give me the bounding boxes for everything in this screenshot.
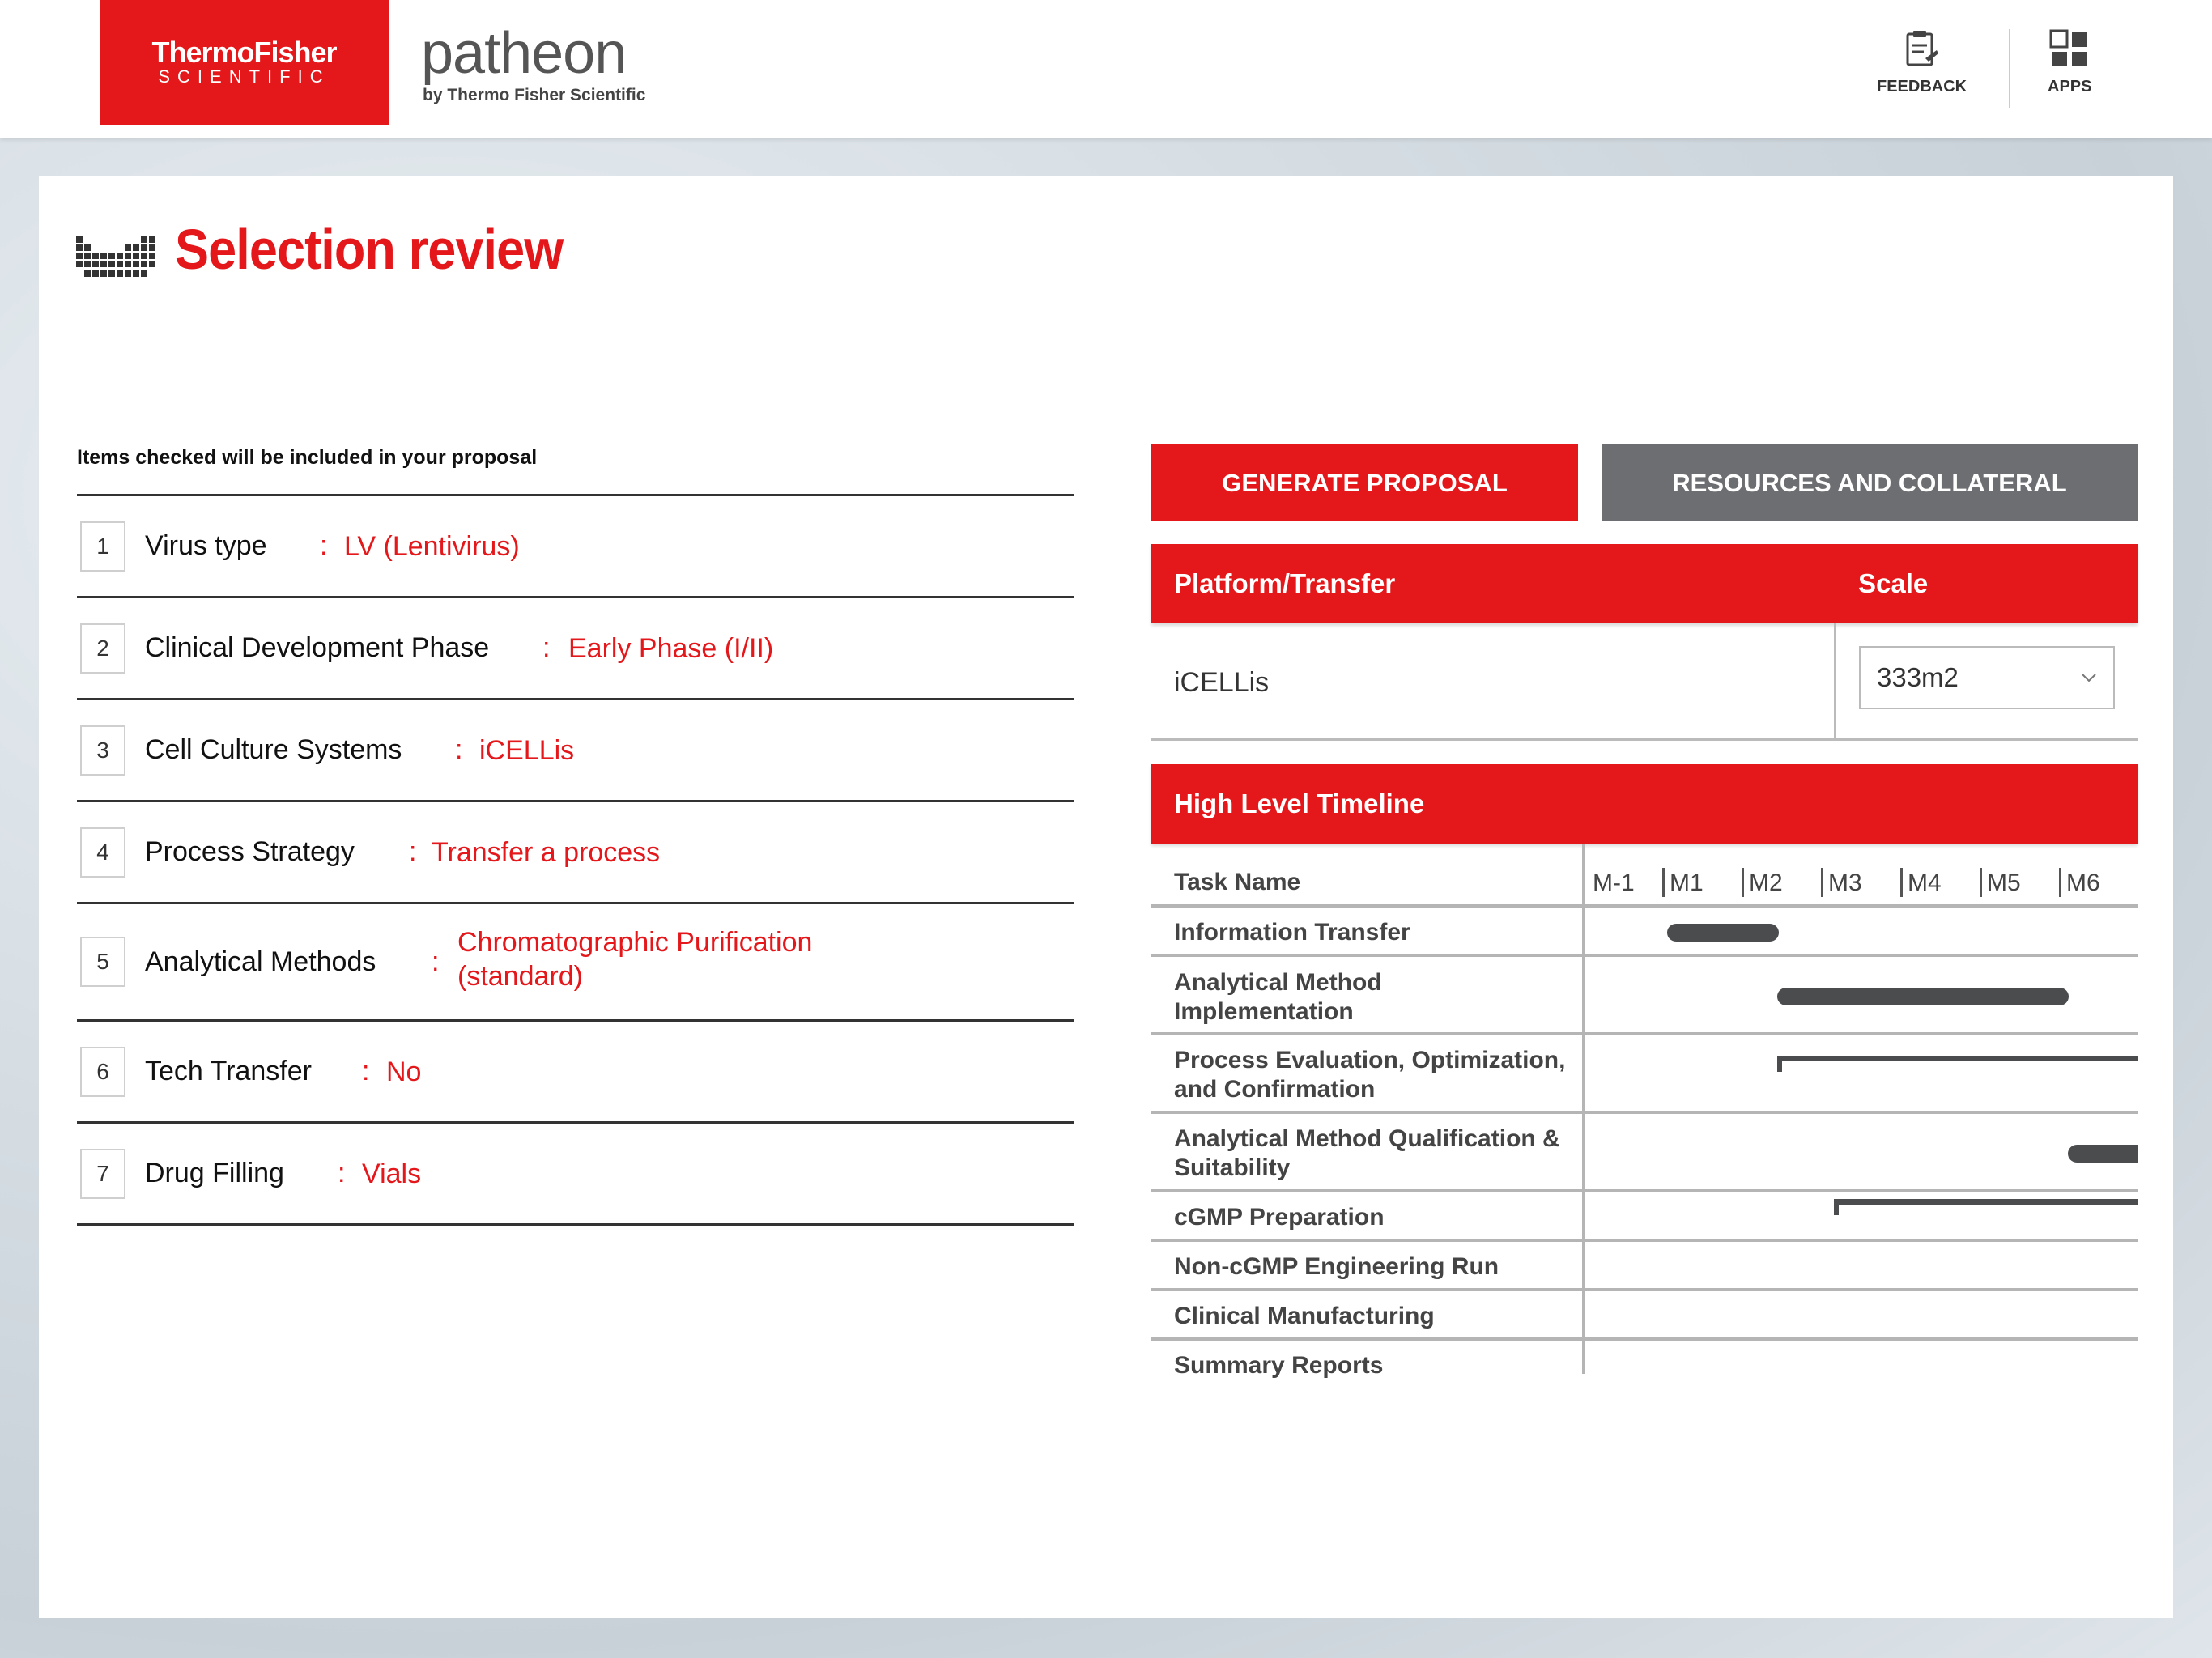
month-label: M2 <box>1749 869 1783 896</box>
thermofisher-logo[interactable] <box>100 0 389 125</box>
row-label: Drug Filling <box>145 1158 284 1188</box>
clipboard-icon <box>1904 29 1940 68</box>
timeline-header <box>1151 764 2138 844</box>
header-divider <box>2009 29 2010 108</box>
chevron-down-icon <box>2081 672 2097 683</box>
task-cgmp-preparation: cGMP Preparation <box>1174 1204 1385 1231</box>
row-value: LV (Lentivirus) <box>344 530 520 562</box>
task-bar-process-evaluation <box>1777 1056 2138 1061</box>
task-bar-analytical-method-qualification <box>2068 1145 2138 1163</box>
row-number[interactable]: 4 <box>80 827 125 878</box>
row-value: Vials <box>362 1158 422 1189</box>
scale-column-header: Scale <box>1858 568 1929 598</box>
periodic-table-icon <box>76 233 157 282</box>
row-separator: : <box>455 734 463 765</box>
month-label: M3 <box>1828 869 1862 896</box>
row-value: Early Phase (I/II) <box>568 632 774 664</box>
timeline-row-line <box>1151 904 2138 908</box>
task-analytical-method-qualification <box>1174 1124 1560 1183</box>
timeline-row-line <box>1151 1288 2138 1291</box>
timeline-row-line <box>1151 1189 2138 1192</box>
task-bar-analytical-method-implementation <box>1777 988 2069 1005</box>
apps-label: APPS <box>2048 78 2092 96</box>
row-value-line2: (standard) <box>457 961 583 992</box>
month-divider <box>2059 868 2061 897</box>
top-header <box>0 0 2212 138</box>
task-non-cgmp-engineering-run: Non-cGMP Engineering Run <box>1174 1253 1499 1280</box>
task-name-header: Task Name <box>1174 869 1301 895</box>
row-label: Virus type <box>145 530 267 561</box>
timeline-row-line <box>1151 954 2138 957</box>
row-separator: : <box>338 1158 346 1188</box>
row-value: Transfer a process <box>432 836 661 868</box>
task-line2: and Confirmation <box>1174 1076 1376 1103</box>
selection-row-cell-culture[interactable] <box>77 700 1074 802</box>
row-label: Analytical Methods <box>145 946 376 977</box>
generate-proposal-button[interactable]: GENERATE PROPOSAL <box>1151 444 1578 521</box>
apps-button[interactable] <box>2048 29 2091 96</box>
month-divider <box>1980 868 1982 897</box>
row-number[interactable]: 3 <box>80 725 125 776</box>
row-number[interactable]: 5 <box>80 937 125 987</box>
month-divider <box>1900 868 1903 897</box>
task-line1: Process Evaluation, Optimization, <box>1174 1047 1566 1073</box>
resources-collateral-button[interactable]: RESOURCES AND COLLATERAL <box>1602 444 2138 521</box>
row-value <box>457 925 812 993</box>
apps-grid-icon <box>2049 29 2090 68</box>
task-bar-start-tick <box>1777 1056 1782 1072</box>
row-number[interactable]: 1 <box>80 521 125 572</box>
month-divider <box>1742 868 1744 897</box>
platform-table-header <box>1151 544 2138 623</box>
task-bar-cgmp-preparation <box>1834 1199 2138 1205</box>
selection-list <box>77 494 1074 1226</box>
row-label: Cell Culture Systems <box>145 734 402 765</box>
row-label: Clinical Development Phase <box>145 632 490 663</box>
row-separator: : <box>320 530 328 561</box>
platform-name: iCELLis <box>1174 667 1270 698</box>
selection-row-drug-filling[interactable] <box>77 1124 1074 1226</box>
task-process-evaluation <box>1174 1046 1565 1104</box>
brand-line2: SCIENTIFIC <box>158 66 330 87</box>
scale-select[interactable] <box>1859 646 2115 709</box>
row-value: No <box>386 1056 422 1087</box>
platform-column-header: Platform/Transfer <box>1174 568 1396 598</box>
task-line2: Implementation <box>1174 998 1354 1025</box>
product-sub: by Thermo Fisher Scientific <box>423 86 646 104</box>
row-number[interactable]: 7 <box>80 1149 125 1199</box>
row-label: Process Strategy <box>145 836 355 867</box>
patheon-logo <box>421 21 645 105</box>
task-clinical-manufacturing: Clinical Manufacturing <box>1174 1303 1435 1329</box>
selection-row-process-strategy[interactable] <box>77 802 1074 904</box>
row-value: iCELLis <box>479 734 575 766</box>
task-line1: Analytical Method <box>1174 969 1382 996</box>
row-separator: : <box>362 1056 370 1086</box>
month-divider <box>1821 868 1823 897</box>
selection-row-tech-transfer[interactable] <box>77 1022 1074 1124</box>
month-label: M6 <box>2066 869 2100 896</box>
timeline-task-divider <box>1582 844 1585 1374</box>
row-value-line1: Chromatographic Purification <box>457 927 813 958</box>
scale-selected-value: 333m2 <box>1877 662 1959 692</box>
month-label: M1 <box>1670 869 1704 896</box>
timeline-row-line <box>1151 1337 2138 1341</box>
selection-row-virus-type[interactable] <box>77 496 1074 598</box>
month-label: M-1 <box>1593 869 1635 896</box>
task-bar-information-transfer <box>1667 924 1779 942</box>
timeline-title: High Level Timeline <box>1174 789 1425 818</box>
page-title: Selection review <box>175 218 564 281</box>
task-line1: Analytical Method Qualification & <box>1174 1125 1560 1152</box>
column-divider <box>1834 623 1836 738</box>
timeline-row-line <box>1151 1032 2138 1035</box>
feedback-button[interactable] <box>1877 29 1967 96</box>
task-information-transfer: Information Transfer <box>1174 919 1410 946</box>
row-separator: : <box>542 632 551 663</box>
row-separator: : <box>432 946 440 977</box>
timeline-row-line <box>1151 1239 2138 1242</box>
row-number[interactable]: 2 <box>80 623 125 674</box>
row-separator: : <box>409 836 417 867</box>
task-summary-reports: Summary Reports <box>1174 1352 1384 1379</box>
month-label: M4 <box>1908 869 1942 896</box>
task-line2: Suitability <box>1174 1154 1291 1181</box>
product-name: patheon <box>421 21 627 86</box>
feedback-label: FEEDBACK <box>1877 78 1967 96</box>
selection-row-clinical-phase[interactable] <box>77 598 1074 700</box>
selection-row-analytical-methods[interactable] <box>77 904 1074 1022</box>
proposal-note: Items checked will be included in your proposal <box>77 446 538 469</box>
month-divider <box>1662 868 1665 897</box>
row-label: Tech Transfer <box>145 1056 312 1086</box>
month-label: M5 <box>1987 869 2021 896</box>
task-analytical-method-implementation <box>1174 968 1382 1027</box>
main-card <box>39 176 2173 1618</box>
platform-table-row <box>1151 623 2138 741</box>
brand-line1: ThermoFisher <box>151 36 337 69</box>
row-number[interactable]: 6 <box>80 1047 125 1097</box>
task-bar-start-tick <box>1834 1199 1839 1215</box>
timeline-row-line <box>1151 1111 2138 1114</box>
